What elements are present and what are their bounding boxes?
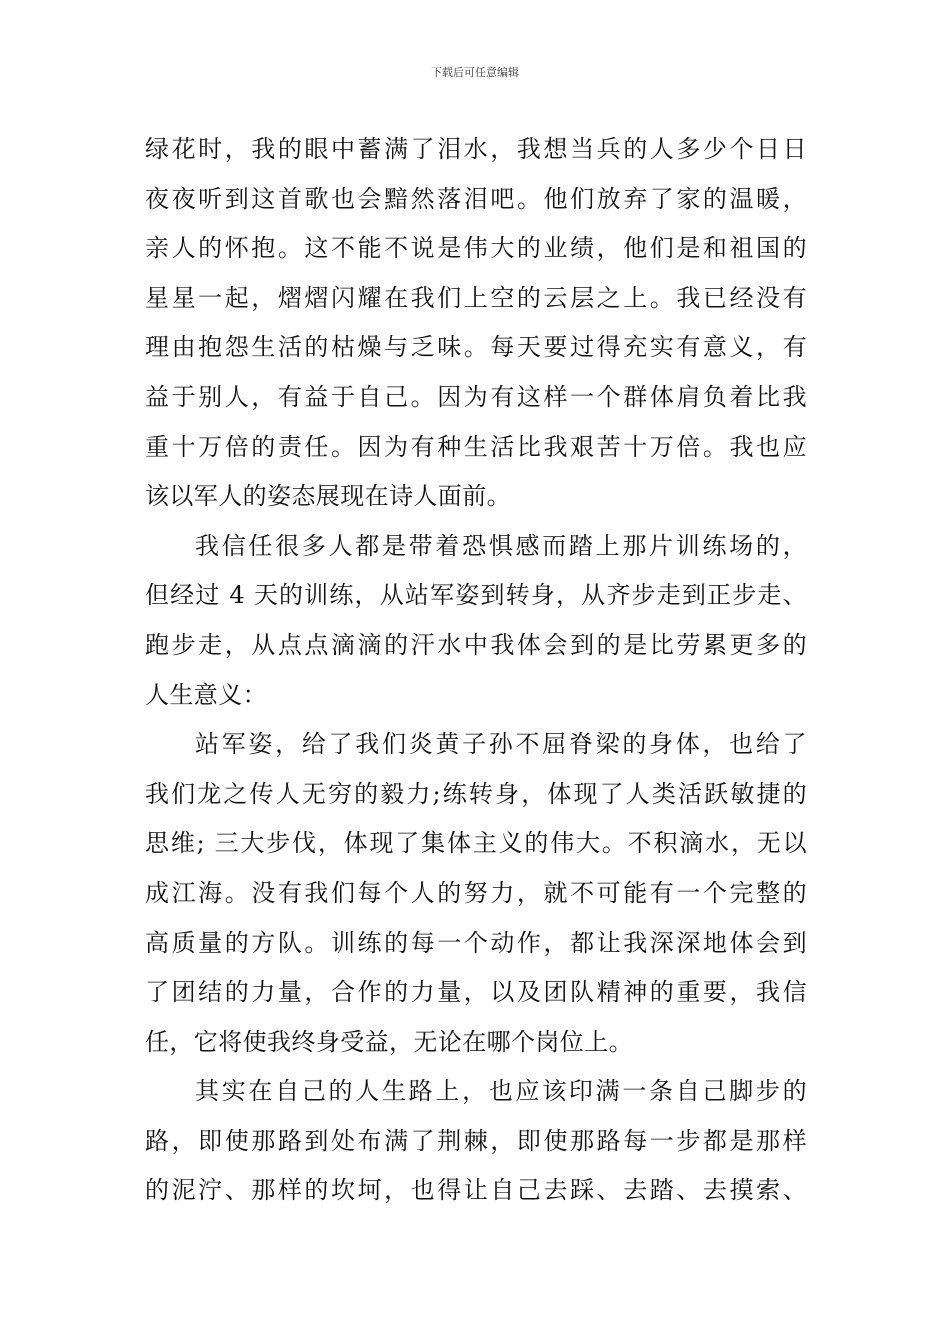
text-line: 该以军人的姿态展现在诗人面前。	[145, 482, 511, 511]
document-body	[145, 125, 807, 1216]
text-line: 但经过 4 天的训练，从站军姿到转身，从齐步走到正步走、	[145, 581, 807, 610]
text-line: 成江海。没有我们每个人的努力，就不可能有一个完整的	[145, 878, 807, 907]
text-line: 路，即使那路到处布满了荆棘，即使那路每一步都是那样	[145, 1126, 807, 1155]
page-header: 下载后可任意编辑	[431, 66, 519, 79]
paragraph-4	[145, 1067, 807, 1216]
text-line: 我们龙之传人无穷的毅力;练转身，体现了人类活跃敏捷的	[145, 779, 807, 808]
text-line: 思维; 三大步伐，体现了集体主义的伟大。不积滴水，无以	[145, 829, 807, 858]
text-line: 夜夜听到这首歌也会黯然落泪吧。他们放弃了家的温暖，	[145, 184, 807, 213]
text-line: 益于别人，有益于自己。因为有这样一个群体肩负着比我	[145, 382, 807, 411]
text-line: 高质量的方队。训练的每一个动作，都让我深深地体会到	[145, 928, 807, 957]
text-line: 的泥泞、那样的坎坷，也得让自己去踩、去踏、去摸索、	[145, 1176, 807, 1205]
text-line: 亲人的怀抱。这不能不说是伟大的业绩，他们是和祖国的	[145, 234, 807, 263]
paragraph-3	[145, 720, 807, 1067]
paragraph-2	[145, 522, 807, 720]
text-line: 跑步走，从点点滴滴的汗水中我体会到的是比劳累更多的	[145, 630, 807, 659]
text-line: 理由抱怨生活的枯燥与乏味。每天要过得充实有意义，有	[145, 333, 807, 362]
text-line: 重十万倍的责任。因为有种生活比我艰苦十万倍。我也应	[145, 432, 807, 461]
paragraph-1	[145, 125, 807, 522]
text-line: 任，它将使我终身受益，无论在哪个岗位上。	[145, 1027, 633, 1056]
text-line: 其实在自己的人生路上，也应该印满一条自己脚步的	[195, 1077, 807, 1106]
text-line: 了团结的力量，合作的力量，以及团队精神的重要，我信	[145, 978, 807, 1007]
text-line: 人生意义：	[145, 680, 267, 709]
text-line: 绿花时，我的眼中蓄满了泪水，我想当兵的人多少个日日	[145, 135, 807, 163]
text-line: 站军姿，给了我们炎黄子孙不屈脊梁的身体，也给了	[195, 730, 807, 759]
text-line: 星星一起，熠熠闪耀在我们上空的云层之上。我已经没有	[145, 283, 807, 312]
text-line: 我信任很多人都是带着恐惧感而踏上那片训练场的，	[195, 531, 807, 560]
